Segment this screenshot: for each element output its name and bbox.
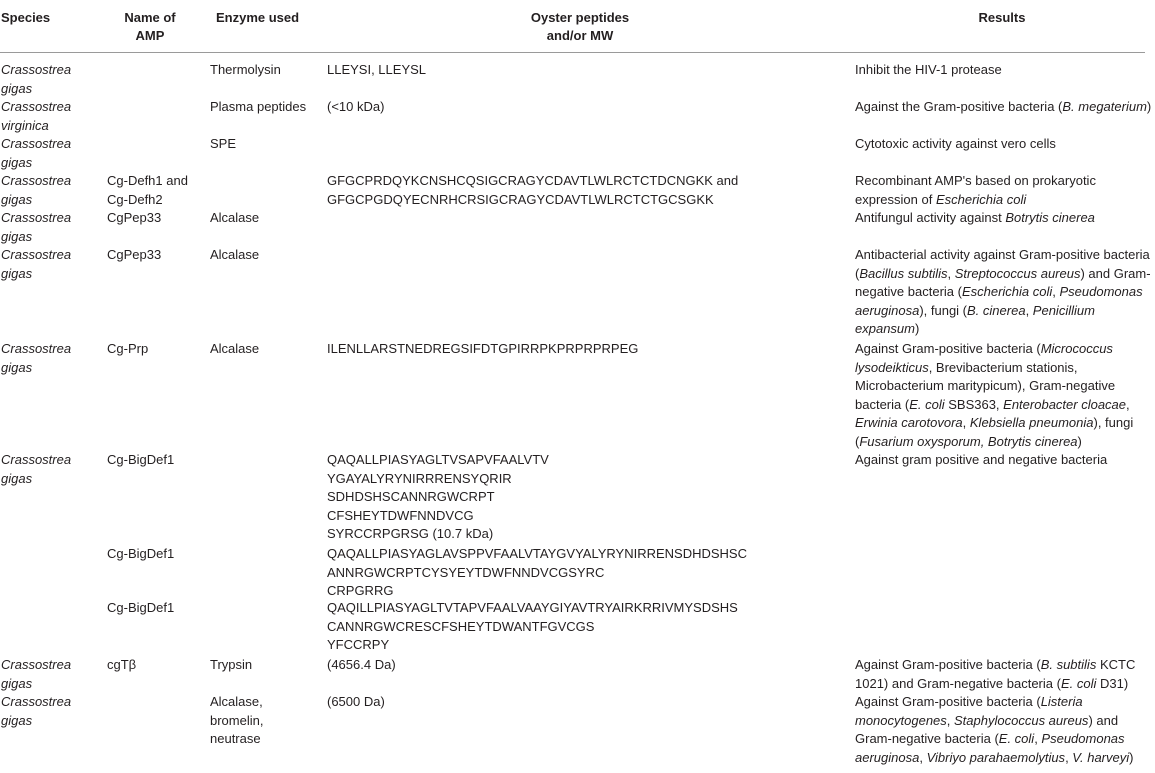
peptide-cell-line: SDHDSHSCANNRGWCRPT [327,489,495,504]
enzyme-cell-line: Plasma peptides [210,99,307,114]
results-cell [855,172,1155,209]
species-cell [1,172,101,209]
amp-name-cell-line: CgPep33 [107,247,162,262]
results-italic-text: Streptococcus aureus [954,265,1081,281]
enzyme-cell-line: Thermolysin [210,62,281,77]
species-cell-line: Crassostrea [1,657,72,672]
results-italic-text: Vibriyo parahaemolytius [926,749,1066,765]
results-italic-text: monocytogenes [855,712,947,728]
results-italic-text: Klebsiella pneumonia [969,415,1094,430]
results-text: ) and [1088,712,1119,728]
species-cell-line: Crassostrea [1,247,72,262]
results-line [855,246,1155,265]
results-line [855,433,1155,452]
results-line [855,451,1155,470]
peptide-cell-line: (6500 Da) [327,694,385,709]
header-species: Species [1,10,51,25]
amp-name-cell [107,545,207,564]
results-line [855,98,1155,117]
species-cell-line: gigas [1,675,33,691]
results-cell [855,61,1155,80]
results-text: ), fungi [1093,415,1134,430]
peptide-cell [327,545,847,601]
results-text: Against the Gram-positive bacteria ( [855,99,1063,114]
amp-name-cell-line: Cg-BigDef1 [107,600,175,615]
results-text: ( [855,433,860,449]
results-text: , [947,265,955,281]
results-line [855,209,1155,228]
results-italic-text: Listeria [1040,694,1083,709]
results-text: , [1065,749,1073,765]
enzyme-cell-line: bromelin, [210,712,264,728]
results-text: Cytotoxic activity against vero cells [855,136,1056,151]
amp-name-cell-line: Cg-Prp [107,341,149,356]
peptide-cell-line: YFCCRPY [327,637,390,652]
species-cell-line: Crassostrea [1,341,72,356]
results-text: Against Gram-positive bacteria ( [855,694,1041,709]
species-cell [1,98,101,135]
results-text: expression of [855,191,936,207]
results-italic-text: E. coli [998,731,1035,746]
enzyme-cell [210,693,320,749]
results-italic-text: Escherichia coli [935,191,1027,207]
peptide-cell-line: CANNRGWCRESCFSHEYTDWANTFGVCGS [327,618,595,634]
amp-name-cell [107,599,207,618]
species-cell-line: Crassostrea [1,62,72,77]
species-cell-line: gigas [1,359,33,375]
enzyme-cell-line: neutrase [210,731,261,746]
results-text: Against Gram-positive bacteria ( [855,341,1041,356]
species-cell [1,61,101,98]
results-text: , [962,415,970,430]
enzyme-cell-line: Alcalase [210,247,260,262]
results-italic-text: aeruginosa [855,302,920,318]
results-italic-text: E. coli [909,396,945,412]
species-cell [1,693,101,730]
amp-name-cell [107,172,207,209]
header-peptides-line1: Oyster peptides [530,10,630,25]
results-line [855,340,1155,359]
enzyme-cell [210,340,320,359]
peptide-cell-line: YGAYALYRYNIRRRENSYQRIR [327,470,512,486]
species-cell [1,246,101,283]
species-cell-line: gigas [1,265,33,281]
results-italic-text: Penicillium [1032,302,1095,318]
results-text: bacteria ( [855,396,910,412]
species-cell [1,209,101,246]
species-cell-line: gigas [1,470,33,486]
amp-name-cell-line: Cg-Defh1 and [107,173,188,188]
peptide-cell-line: QAQALLPIASYAGLAVSPPVFAALVTAYGVYALYRYNIRRENSDHDSHSC [327,546,747,561]
peptide-cell-line: (4656.4 Da) [327,657,396,672]
results-italic-text: B. cinerea [967,302,1026,318]
results-text: Antibacterial activity against Gram-positive bacteria [855,247,1150,262]
peptide-cell-line: CFSHEYTDWFNNDVCG [327,507,474,523]
results-italic-text: Fusarium oxysporum, Botrytis cinerea [859,433,1078,449]
enzyme-cell-line: Alcalase [210,341,260,356]
enzyme-cell [210,135,320,154]
species-cell [1,656,101,693]
header-results: Results [978,10,1026,25]
results-line [855,359,1155,378]
results-text: , [1025,302,1033,318]
results-line [855,693,1155,712]
results-text: Antifungul activity against [855,210,1006,225]
results-line [855,302,1155,321]
table-header [0,0,1145,53]
results-line [855,283,1155,302]
results-text: ( [855,265,860,281]
results-cell [855,340,1155,451]
species-cell-line: gigas [1,154,33,170]
species-cell-line: gigas [1,228,33,244]
results-cell [855,693,1155,767]
results-cell [855,98,1155,117]
results-italic-text: Erwinia carotovora [855,415,963,430]
results-line [855,396,1155,415]
species-cell-line: Crassostrea [1,173,72,188]
amp-name-cell [107,451,207,470]
results-text: , [1052,284,1060,299]
results-text: , [1034,731,1042,746]
results-text: ) [914,321,920,336]
results-italic-text: Pseudomonas [1059,284,1143,299]
results-text: ) [1129,749,1134,765]
results-italic-text: expansum [855,321,915,336]
results-text: ), fungi ( [919,302,968,318]
peptide-cell [327,98,847,117]
header-enzyme: Enzyme used [216,10,300,25]
results-text: Microbacterium maritypicum), Gram-negative [855,378,1116,393]
peptide-cell [327,599,847,655]
results-italic-text: Bacillus subtilis [859,265,948,281]
results-line [855,61,1155,80]
results-cell [855,246,1155,339]
results-line [855,172,1155,191]
amp-name-cell-line: Cg-Defh2 [107,191,163,207]
results-italic-text: V. harveyi [1072,749,1130,765]
species-cell [1,135,101,172]
peptide-cell-line: (<10 kDa) [327,99,385,114]
peptide-cell [327,656,847,675]
results-italic-text: Pseudomonas [1041,731,1125,746]
results-text: ) [1146,99,1152,114]
results-line [855,377,1155,396]
results-italic-text: B. subtilis [1040,657,1097,672]
results-line [855,749,1155,768]
peptide-cell-line: GFGCPRDQYKCNSHCQSIGCRAGYCDAVTLWLRCTCTDCNGKK and [327,173,739,188]
peptide-cell-line: CRPGRRG [327,583,394,598]
enzyme-cell [210,61,320,80]
species-cell-line: gigas [1,80,33,96]
amp-name-cell [107,656,207,675]
species-cell-line: Crassostrea [1,99,72,114]
results-italic-text: Staphylococcus aureus [954,712,1089,728]
header-amp-line1: Name of [124,10,176,25]
enzyme-cell [210,209,320,228]
results-line [855,191,1155,210]
species-cell-line: virginica [1,117,49,133]
header-peptides-line2: and/or MW [546,28,614,43]
enzyme-cell [210,246,320,265]
results-line [855,135,1155,154]
results-cell [855,209,1155,228]
amp-name-cell [107,340,207,359]
peptide-cell [327,172,847,209]
amp-name-cell-line: cgTβ [107,657,137,672]
results-text: Against gram positive and negative bacteria [855,452,1108,467]
peptide-cell-line: QAQALLPIASYAGLTVSAPVFAALVTV [327,452,549,467]
results-italic-text: aeruginosa [855,749,920,765]
results-cell [855,656,1155,693]
results-italic-text: lysodeikticus [855,359,929,375]
results-text: Against Gram-positive bacteria ( [855,657,1041,672]
results-text: Gram-negative bacteria ( [855,731,999,746]
peptide-cell [327,340,847,359]
peptide-cell-line: QAQILLPIASYAGLTVTAPVFAALVAAYGIYAVTRYAIRKRRIVMYSDSHS [327,600,738,615]
amp-name-cell-line: CgPep33 [107,210,162,225]
results-text: , [946,712,955,728]
enzyme-cell-line: SPE [210,136,237,151]
results-text: D31) [1096,675,1129,691]
header-amp-line2: AMP [135,28,165,43]
results-cell [855,135,1155,154]
amp-name-cell [107,209,207,228]
results-text: SBS363, [944,396,1004,412]
results-cell [855,451,1155,470]
amp-name-cell-line: Cg-BigDef1 [107,546,175,561]
results-line [855,265,1155,284]
results-line [855,414,1155,433]
results-line [855,320,1155,339]
results-text: , [1126,396,1130,412]
results-text: Recombinant AMP's based on prokaryotic [855,173,1096,188]
results-text: Inhibit the HIV-1 protease [855,62,1002,77]
results-text: negative bacteria ( [855,284,962,299]
species-cell-line: Crassostrea [1,452,72,467]
species-cell-line: gigas [1,712,33,728]
header-peptides [480,9,680,45]
peptide-cell [327,451,847,544]
enzyme-cell [210,656,320,675]
results-text: 1021) and Gram-negative bacteria ( [855,675,1061,691]
peptide-cell [327,693,847,712]
peptide-cell-line: SYRCCRPGRSG (10.7 kDa) [327,526,494,541]
species-cell [1,340,101,377]
results-text: , Brevibacterium stationis, [928,359,1078,375]
results-text: ) [1077,433,1082,449]
peptide-cell-line: ANNRGWCRPTCYSYEYTDWFNNDVCGSYRC [327,564,605,580]
enzyme-cell-line: Alcalase [210,210,260,225]
results-line [855,675,1155,694]
results-line [855,712,1155,731]
enzyme-cell-line: Alcalase, [210,694,263,709]
results-italic-text: Enterobacter cloacae [1003,396,1127,412]
results-italic-text: E. coli [1060,675,1097,691]
species-cell-line: Crassostrea [1,210,72,225]
results-text: , [919,749,927,765]
peptide-cell [327,61,847,80]
amp-name-cell [107,246,207,265]
peptide-cell-line: ILENLLARSTNEDREGSIFDTGPIRRPKPRPRPRPEG [327,341,639,356]
results-text: ) and Gram- [1080,265,1151,281]
peptide-cell-line: GFGCPGDQYECNRHCRSIGCRAGYCDAVTLWLRCTCTGCSGKK [327,191,714,207]
species-cell-line: Crassostrea [1,136,72,151]
species-cell-line: Crassostrea [1,694,72,709]
results-italic-text: Micrococcus [1040,341,1113,356]
header-amp-name [100,9,200,45]
enzyme-cell [210,98,320,117]
peptide-cell-line: LLEYSI, LLEYSL [327,62,427,77]
results-italic-text: B. megaterium [1062,99,1147,114]
results-line [855,730,1155,749]
results-text: KCTC [1096,657,1136,672]
amp-name-cell-line: Cg-BigDef1 [107,452,175,467]
species-cell [1,451,101,488]
results-line [855,656,1155,675]
results-italic-text: Botrytis cinerea [1005,210,1095,225]
species-cell-line: gigas [1,191,33,207]
enzyme-cell-line: Trypsin [210,657,253,672]
results-italic-text: Escherichia coli [961,284,1053,299]
